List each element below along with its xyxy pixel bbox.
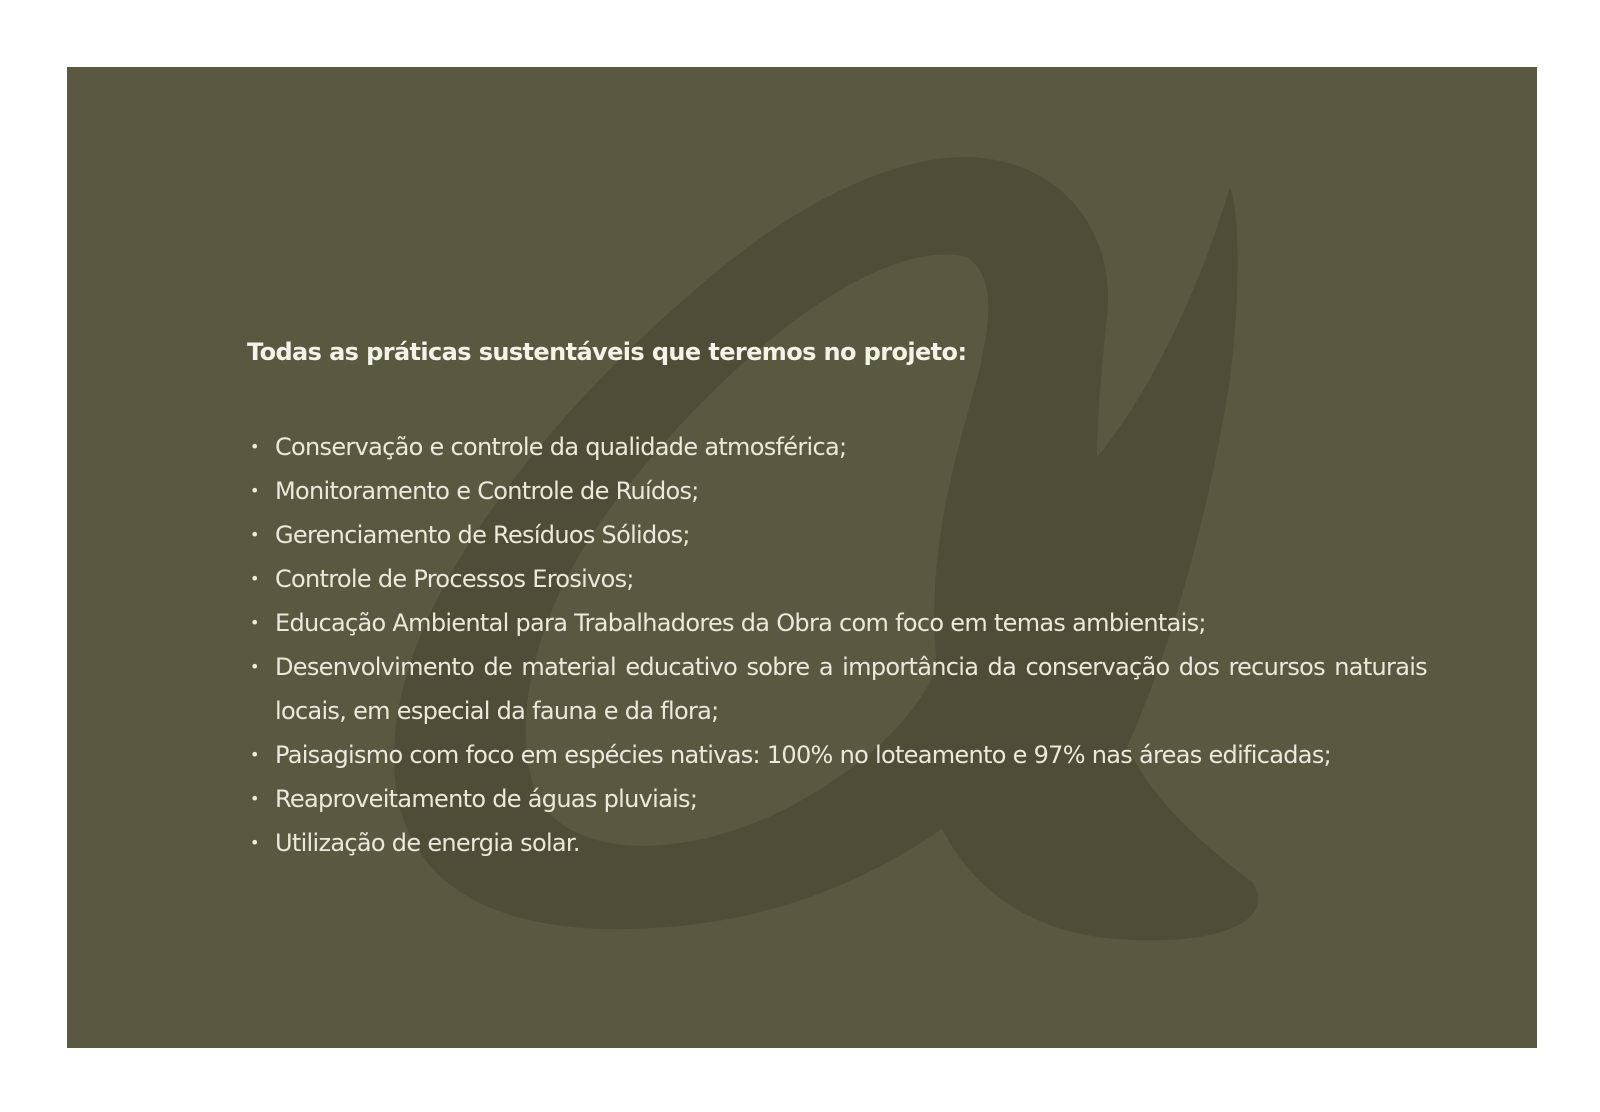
list-item-text: Controle de Processos Erosivos; [275, 565, 634, 593]
bullet-icon: • [250, 569, 259, 588]
section-heading: Todas as práticas sustentáveis que teremos no projeto: [247, 338, 967, 366]
list-item-text: Conservação e controle da qualidade atmosférica; [275, 433, 847, 461]
list-item [247, 557, 1427, 601]
bullet-icon: • [250, 481, 259, 500]
list-item-text: Monitoramento e Controle de Ruídos; [275, 477, 699, 505]
list-item-text: Gerenciamento de Resíduos Sólidos; [275, 521, 690, 549]
list-item [247, 513, 1427, 557]
practices-section [247, 337, 1427, 865]
list-item-text: Educação Ambiental para Trabalhadores da Obra com foco em temas ambientais; [275, 609, 1206, 637]
list-item [247, 645, 1427, 733]
bullet-icon: • [250, 437, 259, 456]
list-item [247, 601, 1427, 645]
bullet-icon: • [250, 657, 259, 676]
practices-list [247, 425, 1427, 865]
bullet-icon: • [250, 833, 259, 852]
list-item-text: Reaproveitamento de águas pluviais; [275, 785, 698, 813]
bullet-icon: • [250, 789, 259, 808]
list-item-text: Utilização de energia solar. [275, 829, 580, 857]
bullet-icon: • [250, 745, 259, 764]
list-item [247, 469, 1427, 513]
content-panel [67, 67, 1537, 1048]
list-item [247, 777, 1427, 821]
list-item [247, 821, 1427, 865]
list-item [247, 733, 1427, 777]
list-item [247, 425, 1427, 469]
bullet-icon: • [250, 613, 259, 632]
list-item-text: Desenvolvimento de material educativo sobre a importância da conservação dos recursos naturais locais, em especial da fauna e da flora; [275, 653, 1427, 725]
bullet-icon: • [250, 525, 259, 544]
list-item-text: Paisagismo com foco em espécies nativas: 100% no loteamento e 97% nas áreas edificadas; [275, 741, 1332, 769]
